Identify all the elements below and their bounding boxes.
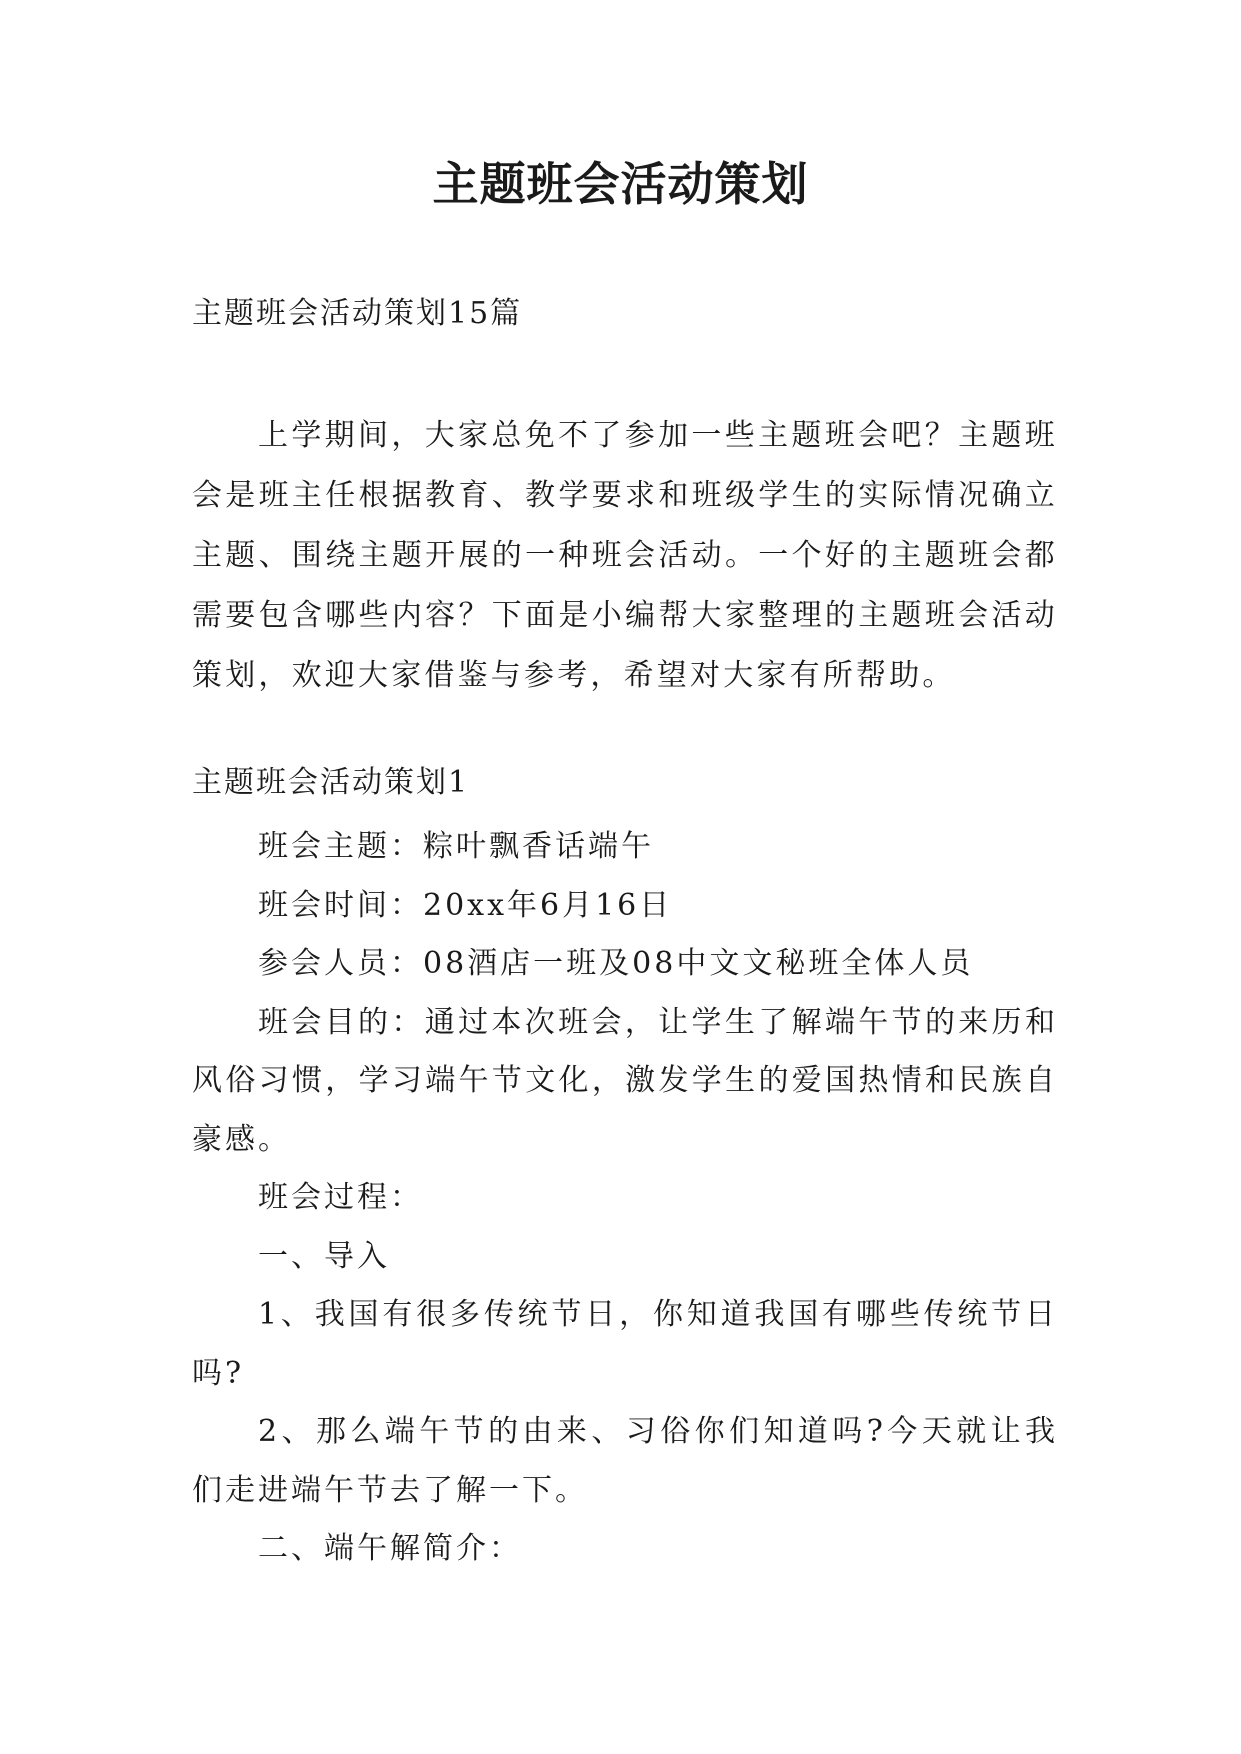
paragraph-meeting-process: 班会过程： [258,1180,423,1215]
paragraph-meeting-purpose: 班会目的：通过本次班会，让学生了解端午节的来历和风俗习惯，学习端午节文化，激发学生的爱国热情和民族自豪感。 [192,1004,1058,1157]
paragraph-step-overview: 二、端午解简介： [258,1531,522,1566]
paragraph-question-2: 2、那么端午节的由来、习俗你们知道吗?今天就让我们走进端午节去了解一下。 [192,1414,1058,1508]
intro-paragraph: 上学期间，大家总免不了参加一些主题班会吧？主题班会是班主任根据教育、教学要求和班级学生的实际情况确立主题、围绕主题开展的一种班会活动。一个好的主题班会都需要包含哪些内容？下面是小编帮大家整理的主题班会活动策划，欢迎大家借鉴与参考，希望对大家有所帮助。 [192,418,1058,693]
paragraph-attendees: 参会人员：08酒店一班及08中文文秘班全体人员 [258,946,974,981]
paragraph-meeting-time: 班会时间：20xx年6月16日 [258,887,673,923]
section-heading: 主题班会活动策划1 [192,765,470,800]
paragraph-meeting-theme: 班会主题：粽叶飘香话端午 [258,829,654,864]
section-body [192,818,1058,1579]
document-subtitle: 主题班会活动策划15篇 [192,296,523,331]
document-title: 主题班会活动策划 [432,157,809,211]
paragraph-step-introduction: 一、导入 [258,1238,390,1274]
paragraph-question-1: 1、我国有很多传统节日，你知道我国有哪些传统节日吗? [192,1297,1058,1391]
